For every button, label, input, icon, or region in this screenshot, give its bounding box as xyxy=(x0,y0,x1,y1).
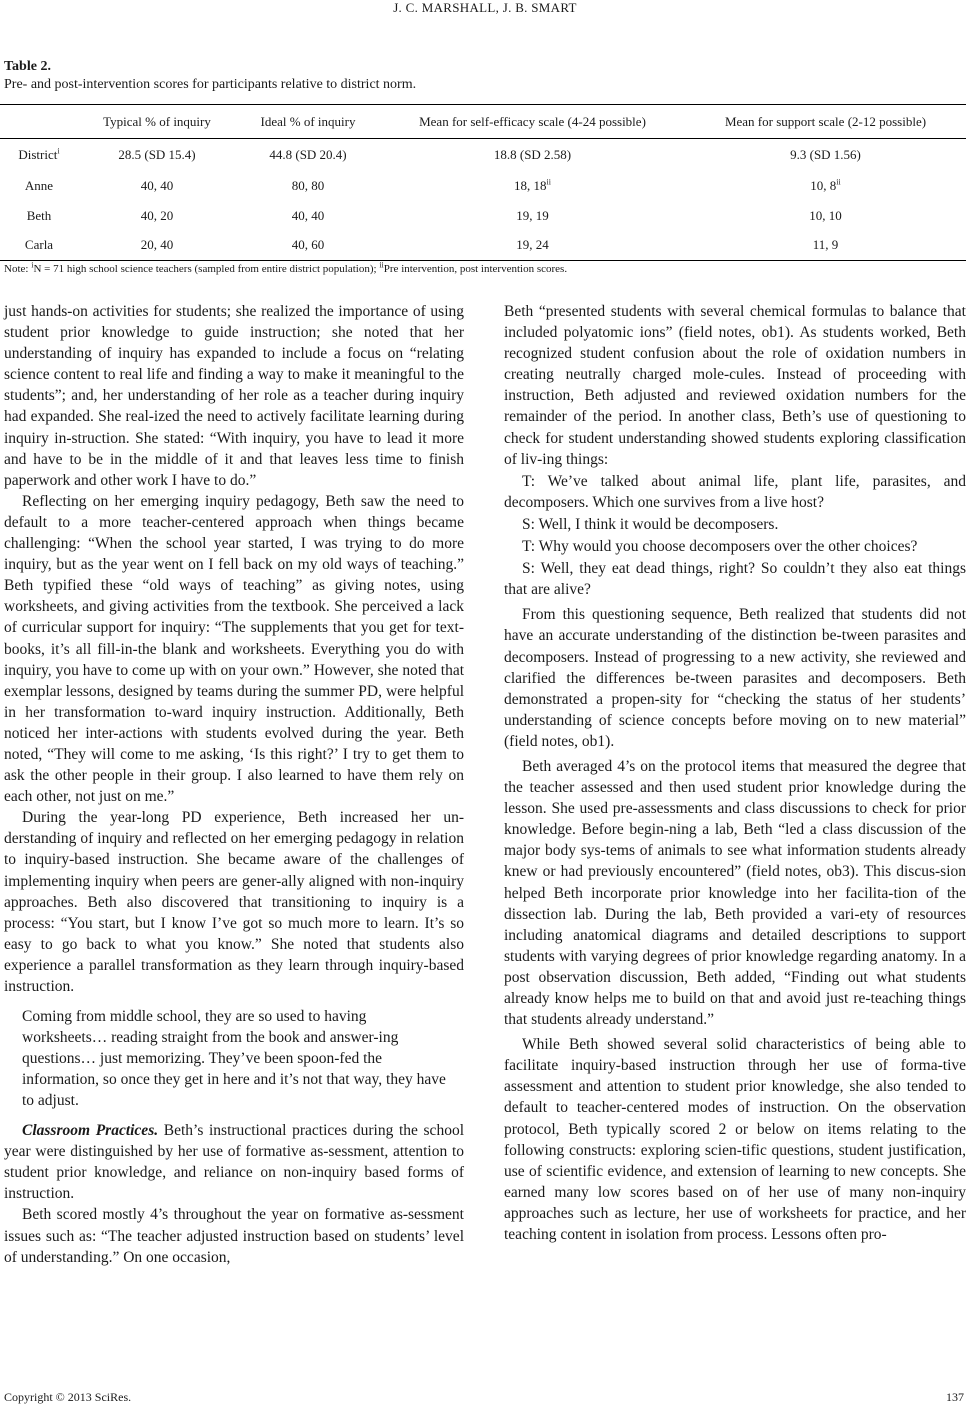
table-cell: 40, 40 xyxy=(291,207,325,223)
dialogue-line: S: Well, they eat dead things, right? So couldn’t they also eat things that are alive? xyxy=(504,560,966,599)
table-cell: 10, 8$^{ii}$ xyxy=(810,177,841,193)
table-cell: 18, 18$^{ii}$ xyxy=(514,177,551,193)
paragraph: Reflecting on her emerging inquiry pedagogy, Beth saw the need to default to a more teacher-centered approach when things became challenging: “When the school year started, I was trying to do more inquiry, but as the year went on I fell back on my old ways of teaching.” Beth typified these “old ways of teaching” as giving notes, using worksheets, and giving activities from the textbook. She perceived a lack of curricular support for inquiry: “The supplements that you get for text-books, it’s all fill-in-the blank and worksheets. Everything you do with inquiry, you have to come up with on your own.” However, she noted that exemplar lessons, designed by teams during the summer PD, were helpful in her transformation to-ward inquiry instruction. Additionally, Beth noticed her inter-actions with students evolved during the year. Beth noted, “They will come to me asking, ‘Is this right?’ I try to get them to ask the other people in their group. I also learned to have them rely on each other, not just on me.” xyxy=(4,492,464,806)
section-heading: Classroom Practices. xyxy=(22,1122,159,1140)
paragraph: While Beth showed several solid characteristics of being able to facilitate inquiry-based instruction through her use of forma-tive assessment and attention to student prior knowledge, she also tended to default to teacher-centered modes of instruction. On the observation protocol, Beth typically scored 2 or below on items relating to the following constructs: exploring scien-tific questions, student justification, use of scientific evidence, and extension of learning to new concepts. She earned many low scores based on of her use of many non-inquiry approaches such as lecture, her use of worksheets for practice, and her teaching content in isolation from process. Lessons often pro- xyxy=(504,1036,966,1244)
paragraph: During the year-long PD experience, Beth increased her un-derstanding of inquiry and reflected on her emerging pedagogy in relation to inquiry-based instruction. She became aware of the challenges of implementing inquiry when peers are gener-ally aligned with non-inquiry approaches. Beth also discovered that transitioning to inquiry is a process: “You start, but I know I’ve got so much more to learn. It’s so easy to go back to what you know.” She noted that students also experience a parallel transformation as they learn through inquiry-based instruction. xyxy=(4,809,464,995)
table-cell: 20, 40 xyxy=(140,237,174,253)
dialogue-line: T: We’ve talked about animal life, plant life, parasites, and decomposers. Which one survives from a live host? xyxy=(504,472,966,511)
dialogue-line: S: Well, I think it would be decomposers. xyxy=(522,515,779,533)
table-cell: 9.3 (SD 1.56) xyxy=(790,146,861,162)
table-cell: 11, 9 xyxy=(812,237,839,253)
table-cell: 28.5 (SD 15.4) xyxy=(118,146,196,162)
table-cell: 40, 40 xyxy=(140,177,174,193)
table-header-cell xyxy=(0,105,78,139)
paragraph: From this questioning sequence, Beth realized that students did not have an accurate understanding of the distinction be-tween parasites and decomposers. Instead of progressing to a new activity, she reviewed and clarified the differences be-tween parasites and decomposers. Beth demonstrated a propen-sity for “checking the status of her students’ understanding of science concepts before moving on to new material” (field notes, ob1). xyxy=(504,606,966,750)
table-label: Table 2. xyxy=(4,59,51,74)
table-cell: 18.8 (SD 2.58) xyxy=(493,146,572,162)
table-row xyxy=(0,201,966,231)
table-cell: 40, 60 xyxy=(291,237,325,253)
row-label: Beth xyxy=(26,207,52,223)
copyright-footer: Copyright © 2013 SciRes. xyxy=(4,1390,132,1404)
table-row xyxy=(0,139,966,171)
row-label: District$^i$ xyxy=(18,146,60,162)
table-header-cell: Mean for self-efficacy scale (4-24 possible) xyxy=(419,113,646,129)
table-cell: 19, 19 xyxy=(516,207,549,223)
table-cell: 19, 24 xyxy=(516,237,549,253)
row-label: Carla xyxy=(24,237,54,253)
paragraph: Beth scored mostly 4’s throughout the year on formative as-sessment issues such as: “The teacher adjusted instruction based on students’ level of understanding.” On one occasion, xyxy=(4,1206,464,1266)
block-quote: Coming from middle school, they are so used to having worksheets… reading straight from the book and answer-ing questions… just memorizing. They’ve been spoon-fed the information, so once they get in here and it’s not that way, they have to adjust. xyxy=(22,1008,446,1110)
scores-table xyxy=(0,104,966,261)
table-header-cell: Ideal % of inquiry xyxy=(260,113,356,129)
table-header-cell: Mean for support scale (2-12 possible) xyxy=(724,113,927,129)
table-cell: 40, 20 xyxy=(140,207,174,223)
table-cell: 80, 80 xyxy=(291,177,325,193)
table-header-row xyxy=(0,105,966,139)
table-row xyxy=(0,171,966,201)
paragraph: Beth “presented students with several chemical formulas to balance that included polyatomic ions” (field notes, ob1). As students worked, Beth recognized student confusion about the role of oxidation numbers in creating neutrally charged mole-cules. Instead of proceeding with instruction, Beth adjusted and reviewed oxidation numbers for the remainder of the period. In another class, Beth’s use of questioning to check for student understanding showed students exploring classification of liv-ing things: xyxy=(504,303,966,468)
table-cell: 10, 10 xyxy=(809,207,842,223)
running-head: J. C. MARSHALL, J. B. SMART xyxy=(393,0,577,15)
table-row xyxy=(0,231,966,261)
page-number: 137 xyxy=(946,1390,964,1404)
right-column xyxy=(504,301,966,1245)
table-header-cell: Typical % of inquiry xyxy=(103,113,211,129)
table-note: Note: $^i$N = 71 high school science teachers (sampled from entire district population); $^{ii}$Pre intervention, post intervention scores. xyxy=(4,260,568,275)
paragraph: Classroom Practices. Beth’s instructional practices during the school year were distinguished by her use of formative as-sessment, attention to student prior knowledge, and reliance on non-inquiry based forms of instruction. xyxy=(4,1122,464,1203)
row-label: Anne xyxy=(24,177,54,193)
paragraph: Beth averaged 4’s on the protocol items that measured the degree that the teacher assessed and then used student prior knowledge during the lesson. She used pre-assessments and class discussions to check for prior knowledge. Before begin-ning a lab, Beth “led a class discussion of the major body sys-tems of animals to see what information students already knew or had previously encountered” (field notes, ob3). This discus-sion helped Beth incorporate prior knowledge into her facilita-tion of the dissection lab. During the lab, Beth provided a vari-ety of resources including anatomical diagrams and detailed descriptions to support students with varying degrees of prior knowledge regarding anatomy. In a post observation discussion, Beth added, “Finding out what students already know helps me to build on that and avoid just re-teaching things that students already understand.” xyxy=(504,757,966,1029)
paragraph: just hands-on activities for students; she realized the importance of using student prior knowledge to guide instruction; she noted that her understanding of inquiry has expanded to include a focus on “relating science content to real life and finding a way to make it meaningful to the students”; and, her understanding of her role as a teacher during inquiry had expanded. She real-ized the need to actively facilitate learning during inquiry in-struction. She stated: “With inquiry, you have to lead it more and have to be in the middle of it and that leaves less time to finish paperwork and other work I have to do.” xyxy=(4,303,464,489)
table-cell: 44.8 (SD 20.4) xyxy=(269,146,347,162)
table-caption-text: Pre- and post-intervention scores for participants relative to district norm. xyxy=(4,77,417,92)
table-caption xyxy=(4,58,416,94)
left-column xyxy=(4,301,464,1268)
dialogue-line: T: Why would you choose decomposers over the other choices? xyxy=(522,538,918,556)
